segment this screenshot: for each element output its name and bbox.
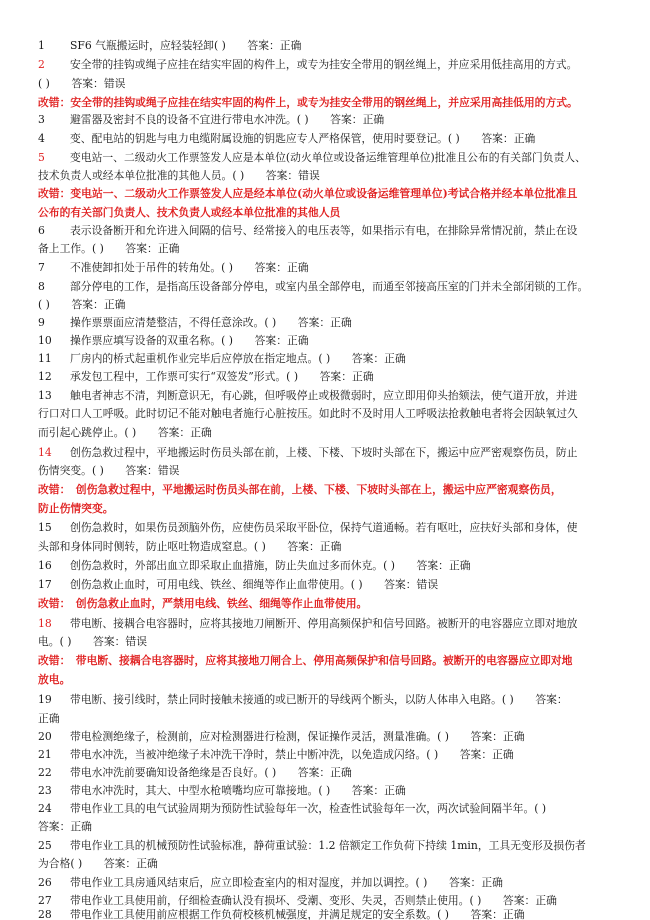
- correction-14: [0, 480, 650, 500]
- item-text: 表示设备断开和允许进入间隔的信号、经常接入的电压表等，如果指示有电，在排除异常情况前，禁止在设: [70, 224, 578, 237]
- correction-text: 改错：变电站一、二级动火工作票签发人应是经本单位(动火单位或设备运维管理单位)考试合格并经本单位批准且: [38, 187, 578, 200]
- item-number: 2: [38, 58, 45, 71]
- item-number: 13: [38, 389, 52, 402]
- item-text: 创伤急救时，如果伤员颈脑外伤，应使伤员采取平卧位，保持气道通畅。若有呕吐，应扶好头部和身体，使: [70, 521, 578, 534]
- item-text: 变、配电站的钥匙与电力电缆附属设施的钥匙应专人严格保管，使用时要登记。( ) 答案：正确: [70, 132, 536, 145]
- item-text: 操作票应填写设备的双重名称。( ) 答案：正确: [70, 334, 309, 347]
- item-number: 21: [38, 748, 52, 761]
- item-2-cont: [0, 74, 650, 94]
- item-13-cont2: [0, 423, 650, 443]
- item-2: [0, 55, 650, 75]
- item-number: 3: [38, 113, 45, 126]
- item-8-cont: [0, 295, 650, 315]
- item-answer: 电。( ) 答案：错误: [38, 635, 148, 648]
- item-number: 12: [38, 370, 52, 383]
- item-text: 带电断、接引线时，禁止同时接触未接通的或已断开的导线两个断头，以防人体串入电路。( ) 答案：: [70, 693, 568, 706]
- item-12: [0, 367, 650, 387]
- item-number: 5: [38, 151, 45, 164]
- item-10: [0, 331, 650, 351]
- item-number: 11: [38, 352, 52, 365]
- item-text: 操作票票面应清楚整洁，不得任意涂改。( ) 答案：正确: [70, 316, 352, 329]
- item-text: 带电作业工具使用前，仔细检查确认没有损坏、受潮、变形、失灵，否则禁止使用。( ) 答案：正确: [70, 894, 557, 907]
- item-text: 带电水冲洗，当被冲绝缘子未冲洗干净时，禁止中断冲洗，以免造成闪络。( ) 答案：正确: [70, 748, 514, 761]
- item-27: [0, 891, 650, 911]
- item-number: 20: [38, 730, 52, 743]
- correction-17: [0, 594, 650, 614]
- item-text: 带电检测绝缘子，检测前，应对检测器进行检测，保证操作灵活，测量准确。( ) 答案：正确: [70, 730, 525, 743]
- correction-18: [0, 651, 650, 671]
- item-text: 行口对口人工呼吸。此时切记不能对触电者施行心脏按压。如此时不及时用人工呼吸法抢救触电者将会因缺氧过久: [38, 407, 578, 420]
- item-11: [0, 349, 650, 369]
- item-number: 26: [38, 876, 52, 889]
- correction-text: 改错： 创伤急救止血时，严禁用电线、铁丝、细绳等作止血带使用。: [38, 597, 368, 610]
- item-text: 带电作业工具的电气试验周期为预防性试验每年一次，检查性试验每年一次，两次试验间隔半年。( ): [70, 802, 547, 815]
- item-number: 16: [38, 559, 52, 572]
- item-18: [0, 614, 650, 634]
- item-number: 1: [38, 39, 45, 52]
- item-text: 带电作业工具使用前应根据工作负荷校核机械强度，并满足规定的安全系数。( ) 答案：正确: [70, 909, 525, 920]
- correction-text: 放电。: [38, 673, 71, 686]
- item-25: [0, 836, 650, 856]
- item-19: [0, 690, 650, 710]
- item-14-cont: [0, 461, 650, 481]
- item-6: [0, 221, 650, 241]
- item-number: 8: [38, 280, 45, 293]
- item-text: 创伤急救止血时，可用电线、铁丝、细绳等作止血带使用。( ) 答案：错误: [70, 578, 439, 591]
- item-text: 带电作业工具的机械预防性试验标准，静荷重试验：1.2 倍额定工作负荷下持续 1min，工具无变形及损伤者: [70, 839, 586, 852]
- item-answer: 正确: [38, 712, 60, 725]
- item-21: [0, 745, 650, 765]
- item-26: [0, 873, 650, 893]
- item-text: 带电水冲洗时，其大、中型水枪喷嘴均应可靠接地。( ) 答案：正确: [70, 784, 406, 797]
- item-8: [0, 277, 650, 297]
- item-answer: 备上工作。( ) 答案：正确: [38, 242, 180, 255]
- item-3: [0, 110, 650, 130]
- item-20: [0, 727, 650, 747]
- item-text: 带电水冲洗前要确知设备绝缘是否良好。( ) 答案：正确: [70, 766, 352, 779]
- item-24-cont: [0, 817, 650, 837]
- item-text: 厂房内的桥式起重机作业完毕后应停放在指定地点。( ) 答案：正确: [70, 352, 406, 365]
- item-18-cont: [0, 632, 650, 652]
- item-text: 部分停电的工作，是指高压设备部分停电，或室内虽全部停电，而通至邻接高压室的门并未全部闭锁的工作。: [70, 280, 589, 293]
- item-answer: ( ) 答案：错误: [38, 77, 126, 90]
- item-text: 不准使卸扣处于吊件的转角处。( ) 答案：正确: [70, 261, 309, 274]
- item-28: [0, 909, 650, 920]
- item-13: [0, 386, 650, 406]
- item-number: 17: [38, 578, 52, 591]
- item-answer: 伤情突变。( ) 答案：错误: [38, 464, 180, 477]
- item-number: 10: [38, 334, 52, 347]
- item-number: 23: [38, 784, 52, 797]
- item-4: [0, 129, 650, 149]
- item-25-cont: [0, 854, 650, 874]
- correction-14-cont: [0, 499, 650, 519]
- item-answer: 头部和身体同时侧转，防止呕吐物造成窒息。( ) 答案：正确: [38, 540, 342, 553]
- item-5: [0, 148, 650, 168]
- item-22: [0, 763, 650, 783]
- item-number: 9: [38, 316, 45, 329]
- item-15-cont: [0, 537, 650, 557]
- item-number: 7: [38, 261, 45, 274]
- item-number: 28: [38, 909, 52, 920]
- item-19-cont: [0, 709, 650, 729]
- item-text: 触电者神志不清，判断意识无，有心跳，但呼吸停止或极微弱时，应立即用仰头抬颏法，使气道开放，并进: [70, 389, 578, 402]
- item-1: [0, 36, 650, 56]
- item-text: 避雷器及密封不良的设备不宜进行带电水冲洗。( ) 答案：正确: [70, 113, 385, 126]
- correction-18-cont: [0, 670, 650, 690]
- correction-text: 防止伤情突变。: [38, 502, 114, 515]
- item-9: [0, 313, 650, 333]
- item-13-cont: [0, 404, 650, 424]
- item-number: 22: [38, 766, 52, 779]
- item-number: 27: [38, 894, 52, 907]
- item-number: 25: [38, 839, 52, 852]
- correction-text: 改错： 创伤急救过程中，平地搬运时伤员头部在前，上楼、下楼、下坡时头部在上，搬运中应严密观察伤员，: [38, 483, 562, 496]
- item-14: [0, 443, 650, 463]
- item-answer: ( ) 答案：正确: [38, 298, 126, 311]
- item-text: 承发包工程中，工作票可实行“双签发”形式。( ) 答案：正确: [70, 370, 374, 383]
- correction-5: [0, 184, 650, 204]
- item-answer: 为合格( ) 答案：正确: [38, 857, 158, 870]
- item-17: [0, 575, 650, 595]
- item-number: 4: [38, 132, 45, 145]
- item-text: 安全带的挂钩或绳子应挂在结实牢固的构件上，或专为挂安全带用的钢丝绳上，并应采用低挂高用的方式。: [70, 58, 578, 71]
- correction-text: 改错：安全带的挂钩或绳子应挂在结实牢固的构件上，或专为挂安全带用的钢丝绳上，并应采用高挂低用的方式。: [38, 96, 578, 109]
- item-number: 6: [38, 224, 45, 237]
- item-text: 带电断、接耦合电容器时，应将其接地刀闸断开、停用高频保护和信号回路。被断开的电容器应立即对地放: [70, 617, 578, 630]
- item-16: [0, 556, 650, 576]
- correction-text: 改错： 带电断、接耦合电容器时，应将其接地刀闸合上、停用高频保护和信号回路。被断开的电容器应立即对地: [38, 654, 573, 667]
- item-text: SF6 气瓶搬运时，应轻装轻卸( ) 答案：正确: [70, 39, 302, 52]
- item-7: [0, 258, 650, 278]
- item-answer: 答案：正确: [38, 820, 92, 833]
- item-23: [0, 781, 650, 801]
- item-5-cont: [0, 166, 650, 186]
- item-24: [0, 799, 650, 819]
- item-answer: 技术负责人或经本单位批准的其他人员。( ) 答案：错误: [38, 169, 320, 182]
- item-6-cont: [0, 239, 650, 259]
- item-answer: 而引起心跳停止。( ) 答案：正确: [38, 426, 212, 439]
- item-number: 18: [38, 617, 52, 630]
- item-text: 带电作业工具房通风结束后，应立即检查室内的相对湿度，并加以调控。( ) 答案：正确: [70, 876, 503, 889]
- item-text: 变电站一、二级动火工作票签发人应是本单位(动火单位或设备运维管理单位)批准且公布的有关部门负责人、: [70, 151, 586, 164]
- item-number: 15: [38, 521, 52, 534]
- item-number: 19: [38, 693, 52, 706]
- item-number: 24: [38, 802, 52, 815]
- correction-text: 公布的有关部门负责人、技术负责人或经本单位批准的其他人员: [38, 206, 341, 219]
- item-15: [0, 518, 650, 538]
- item-number: 14: [38, 446, 52, 459]
- item-text: 创伤急救过程中，平地搬运时伤员头部在前，上楼、下楼、下坡时头部在下，搬运中应严密观察伤员，防止: [70, 446, 578, 459]
- item-text: 创伤急救时，外部出血立即采取止血措施，防止失血过多而休克。( ) 答案：正确: [70, 559, 471, 572]
- correction-5-cont: [0, 203, 650, 223]
